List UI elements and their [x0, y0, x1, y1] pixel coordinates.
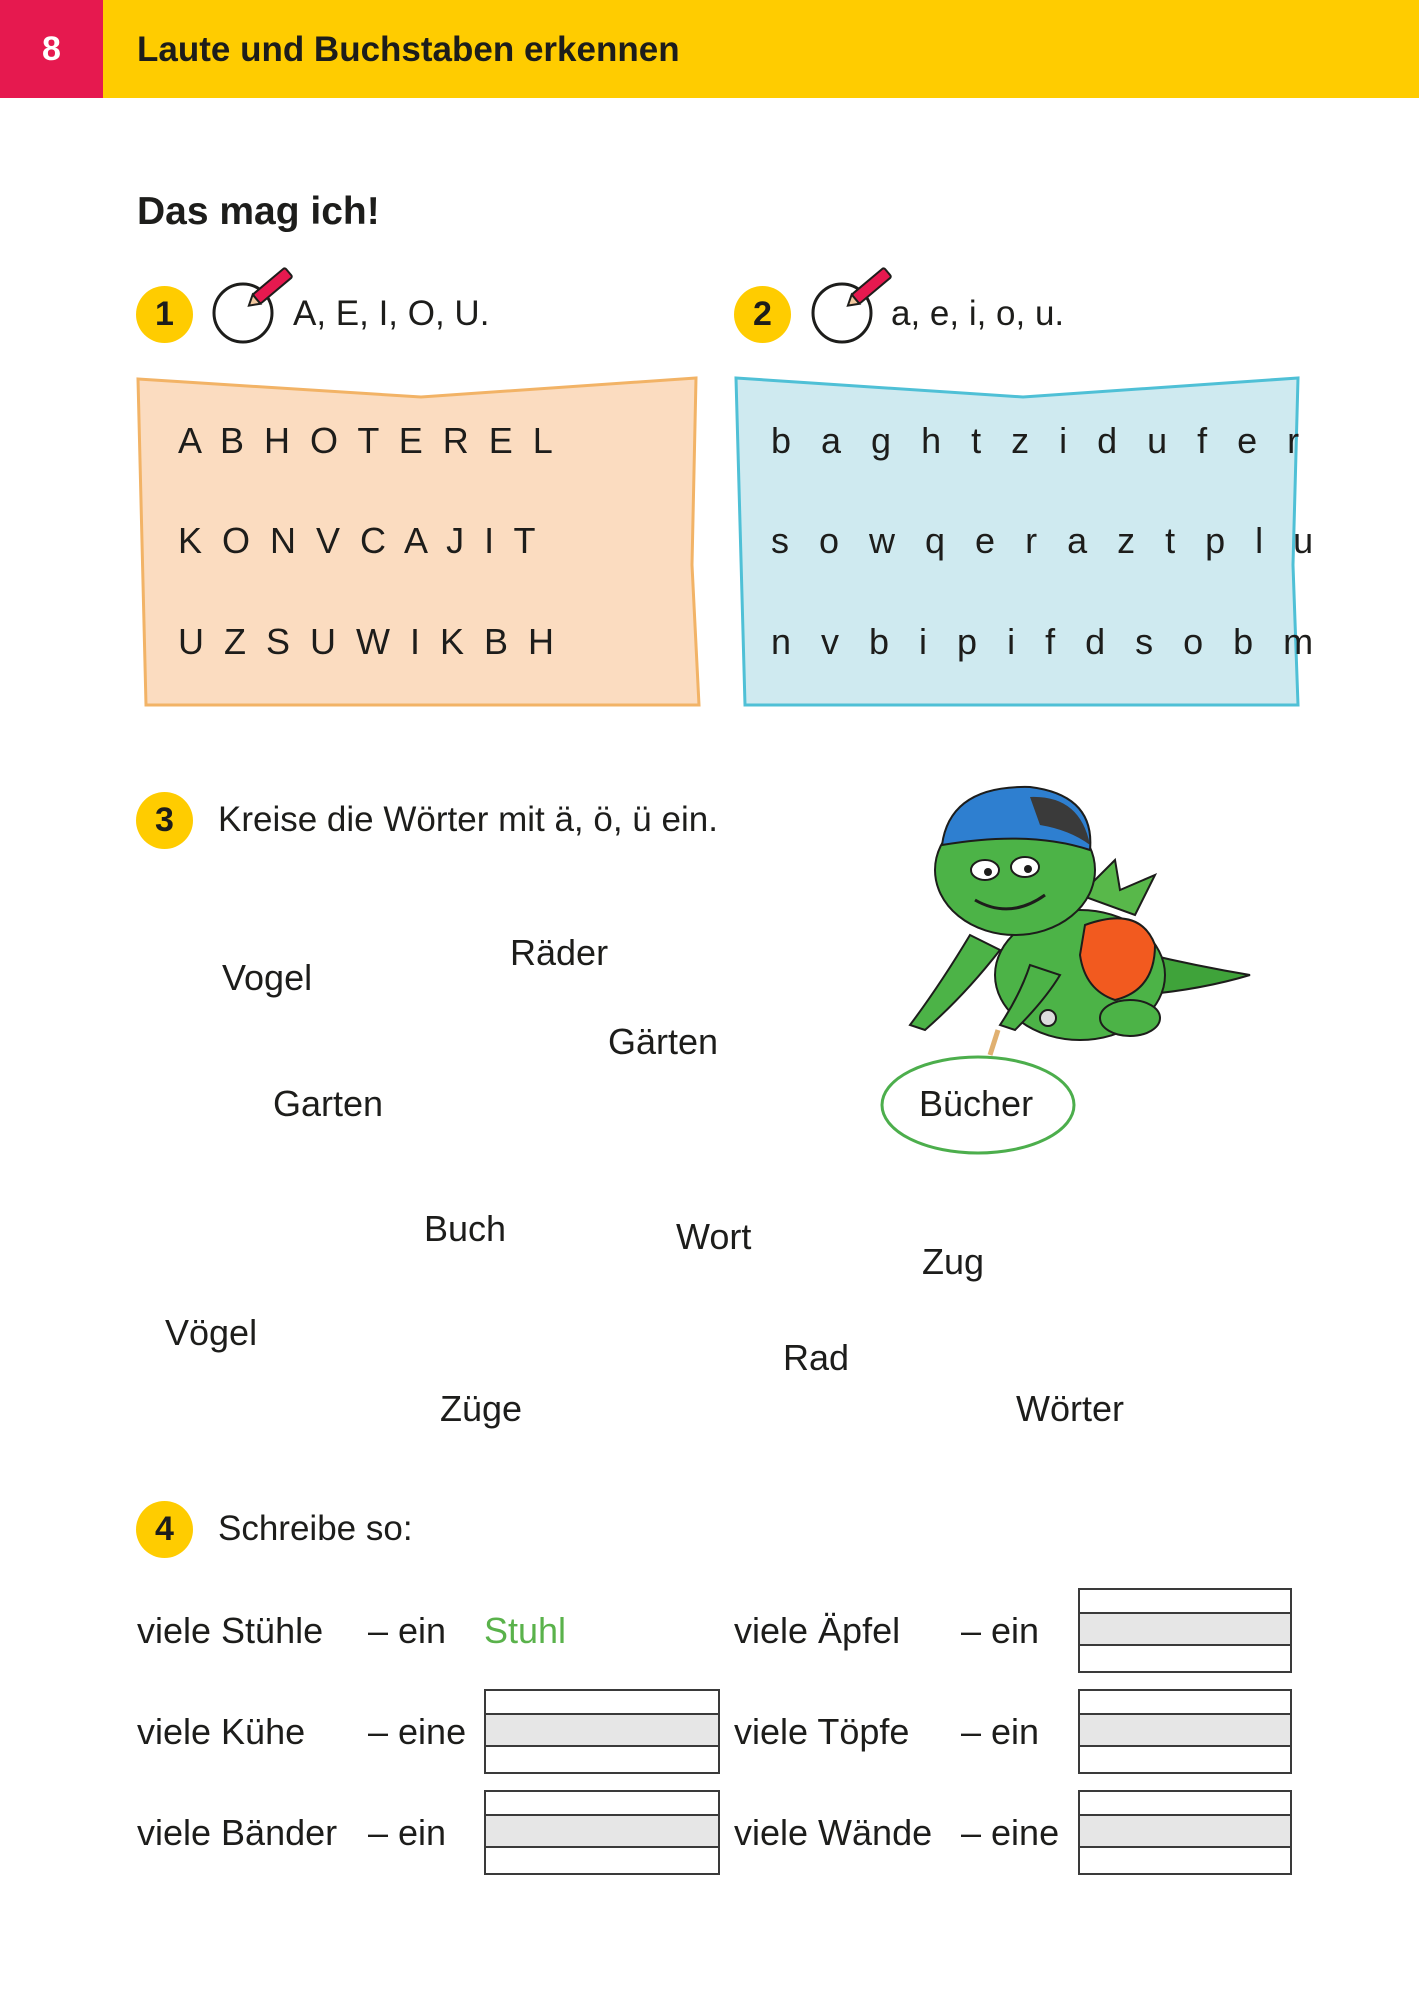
answer-box-kuh[interactable] — [484, 1689, 720, 1774]
word-vogel[interactable]: Vogel — [222, 957, 313, 998]
task-1-row-3[interactable]: U Z S U W I K B H — [178, 621, 555, 662]
answer-box-apfel[interactable] — [1078, 1588, 1292, 1673]
word-zug[interactable]: Zug — [922, 1241, 985, 1282]
word-buch[interactable]: Buch — [424, 1208, 507, 1249]
task-1-badge: 1 — [136, 286, 193, 343]
dragon-illustration — [880, 775, 1255, 1065]
answer-box-band[interactable] — [484, 1790, 720, 1875]
task-3-badge: 3 — [136, 792, 193, 849]
answer-box-topf[interactable] — [1078, 1689, 1292, 1774]
row-2-right-plural: viele Töpfe — [734, 1711, 910, 1752]
word-garten[interactable]: Garten — [273, 1083, 384, 1124]
task-2-row-1[interactable]: b a g h t z i d u f e r — [771, 420, 1310, 461]
task-4-badge: 4 — [136, 1501, 193, 1558]
section-title: Das mag ich! — [137, 190, 380, 233]
word-voegel[interactable]: Vögel — [165, 1312, 258, 1353]
word-gaerten[interactable]: Gärten — [608, 1021, 719, 1062]
page-number: 8 — [0, 0, 103, 98]
word-raeder[interactable]: Räder — [510, 932, 609, 973]
word-zuege[interactable]: Züge — [440, 1388, 523, 1429]
task-4-instruction: Schreibe so: — [218, 1509, 413, 1548]
row-3-left-article: – ein — [368, 1812, 447, 1853]
task-2-row-3[interactable]: n v b i p i f d s o b m — [771, 621, 1324, 662]
task-3-instruction: Kreise die Wörter mit ä, ö, ü ein. — [218, 800, 718, 839]
row-1-left-plural: viele Stühle — [137, 1610, 324, 1651]
task-2-row-2[interactable]: s o w q e r a z t p l u — [771, 520, 1324, 561]
row-1-left-article: – ein — [368, 1610, 447, 1651]
word-woerter[interactable]: Wörter — [1016, 1388, 1124, 1429]
answer-box-wand[interactable] — [1078, 1790, 1292, 1875]
row-2-right-article: – ein — [961, 1711, 1040, 1752]
chapter-title: Laute und Buchstaben erkennen — [137, 30, 680, 69]
task-2-instruction: a, e, i, o, u. — [891, 294, 1065, 333]
row-1-right-plural: viele Äpfel — [734, 1610, 901, 1651]
row-1-example-answer: Stuhl — [484, 1610, 567, 1651]
task-2-badge: 2 — [734, 286, 791, 343]
task-1-row-2[interactable]: K O N V C A J I T — [178, 520, 536, 561]
row-3-right-article: – eine — [961, 1812, 1060, 1853]
row-2-left-article: – eine — [368, 1711, 467, 1752]
word-buecher[interactable]: Bücher — [919, 1083, 1034, 1124]
task-1-instruction: A, E, I, O, U. — [293, 294, 490, 333]
row-3-right-plural: viele Wände — [734, 1812, 933, 1853]
word-rad[interactable]: Rad — [783, 1337, 850, 1378]
task-1-row-1[interactable]: A B H O T E R E L — [178, 420, 553, 461]
row-1-right-article: – ein — [961, 1610, 1040, 1651]
row-3-left-plural: viele Bänder — [137, 1812, 338, 1853]
word-wort[interactable]: Wort — [676, 1216, 752, 1257]
row-2-left-plural: viele Kühe — [137, 1711, 306, 1752]
